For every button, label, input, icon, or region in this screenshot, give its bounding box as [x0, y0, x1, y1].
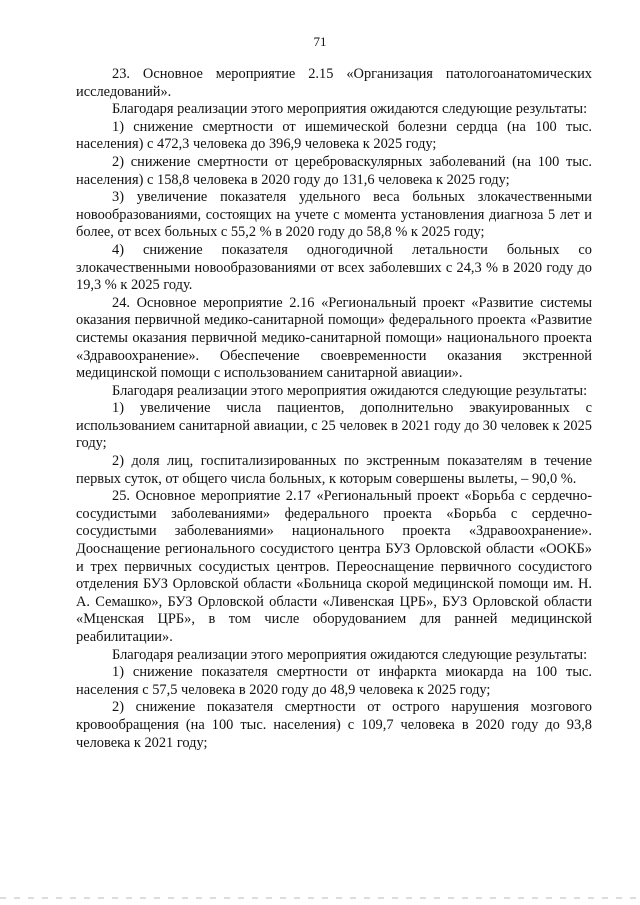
document-body — [76, 66, 592, 752]
paragraph: 1) увеличение числа пациентов, дополнительно эвакуированных с использованием санитарной авиации, с 25 человек в 2021 году до 30 человек к 2025 году; — [76, 400, 592, 452]
paragraph: 1) снижение смертности от ишемической болезни сердца (на 100 тыс. населения) с 472,3 человека до 396,9 человека к 2025 году; — [76, 118, 592, 153]
paragraph: Благодаря реализации этого мероприятия ожидаются следующие результаты: — [112, 646, 588, 663]
paragraph: 4) снижение показателя одногодичной летальности больных со злокачественными новообразованиями от всех заболевших с 24,3 % в 2020 году до 19,3 % к 2025 году. — [76, 241, 592, 294]
page-number: 71 — [313, 34, 327, 49]
paragraph: 24. Основное мероприятие 2.16 «Региональный проект «Развитие системы оказания первичной медико-санитарной помощи» федерального проекта «Развитие системы оказания первичной медико-санитарной помощи» национального проекта «Здравоохранение». Обеспечение своевременности оказания экстренной медицинской помощи с использованием санитарной авиации». — [76, 294, 592, 382]
paragraph: Благодаря реализации этого мероприятия ожидаются следующие результаты: — [112, 101, 588, 118]
paragraph: 1) снижение показателя смертности от инфаркта миокарда на 100 тыс. населения с 57,5 человека в 2020 году до 48,9 человека к 2025 году; — [76, 664, 592, 698]
paragraph: 2) снижение показателя смертности от острого нарушения мозгового кровообращения (на 100 тыс. населения) с 109,7 человека в 2020 году до 93,8 человека к 2021 году; — [76, 699, 592, 751]
paragraph: 25. Основное мероприятие 2.17 «Региональный проект «Борьба с сердечно-сосудистыми заболеваниями» федерального проекта «Борьба с сердечно-сосудистыми заболеваниями» национального проекта «Здравоохранение». Дооснащение регионального сосудистого центра БУЗ Орловской области «ООКБ» и трех первичных сосудистых центров. Переоснащение первичного сосудистого отделения БУЗ Орловской области «Больница скорой медицинской помощи им. Н. А. Семашко», БУЗ Орловской области «Ливенская ЦРБ», БУЗ Орловской области «Мценская ЦРБ», в том числе оборудованием для ранней медицинской реабилитации». — [76, 488, 592, 645]
paragraph: 2) доля лиц, госпитализированных по экстренным показателям в течение первых суток, от общего числа больных, к которым совершены вылеты, – 90,0 %. — [76, 453, 592, 487]
paragraph: Благодаря реализации этого мероприятия ожидаются следующие результаты: — [112, 382, 588, 399]
scan-edge-artifact — [0, 897, 640, 899]
paragraph: 3) увеличение показателя удельного веса больных злокачественными новообразованиями, состоящих на учете с момента установления диагноза 5 лет и более, от всех больных с 55,2 % в 2020 году до 58,8 % к 2025 году; — [76, 189, 592, 241]
paragraph: 2) снижение смертности от цереброваскулярных заболеваний (на 100 тыс. населения) с 158,8 человека в 2020 году до 131,6 человека к 2025 году; — [76, 153, 592, 188]
paragraph: 23. Основное мероприятие 2.15 «Организация патологоанатомических исследований». — [76, 66, 592, 100]
